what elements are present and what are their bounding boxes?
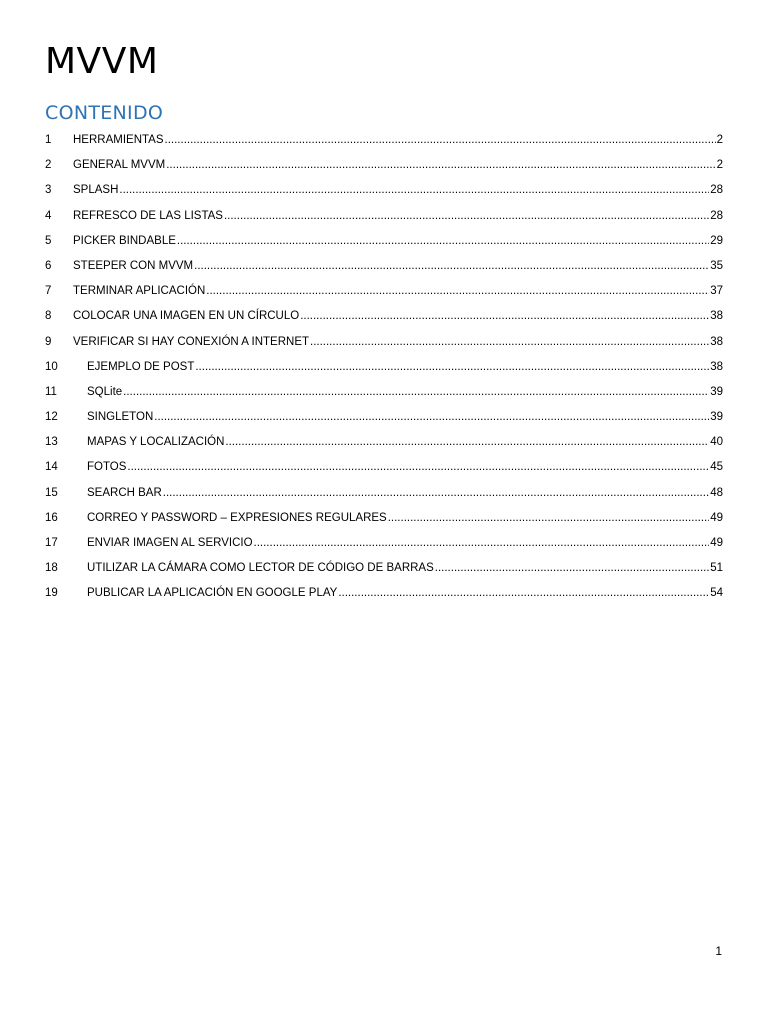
toc-dot-leader	[206, 280, 709, 302]
toc-entry-17[interactable]	[45, 532, 723, 557]
toc-entry-label: SQLite	[87, 385, 123, 398]
toc-entry-number: 7	[45, 285, 52, 298]
toc-entry-page: 48	[710, 486, 723, 499]
toc-entry-16[interactable]	[45, 507, 723, 532]
toc-entry-number: 17	[45, 537, 58, 549]
toc-entry-2[interactable]	[45, 154, 723, 179]
toc-entry-label: SPLASH	[73, 184, 119, 197]
toc-entry-page: 29	[710, 234, 723, 247]
toc-entry-page: 54	[710, 587, 723, 600]
toc-dot-leader	[224, 205, 709, 227]
toc-heading: CONTENIDO	[45, 102, 164, 124]
toc-entry-10[interactable]	[45, 356, 723, 381]
toc-entry-number: 2	[45, 159, 52, 172]
toc-entry-6[interactable]	[45, 255, 723, 280]
toc-entry-label: STEEPER CON MVVM	[73, 259, 194, 272]
toc-entry-8[interactable]	[45, 305, 723, 330]
toc-dot-leader	[195, 356, 709, 378]
toc-entry-7[interactable]	[45, 280, 723, 305]
toc-entry-number: 18	[45, 562, 58, 575]
toc-entry-page: 38	[710, 310, 723, 323]
toc-entry-page: 28	[710, 209, 723, 222]
toc-dot-leader	[166, 154, 715, 176]
toc-entry-label: REFRESCO DE LAS LISTAS	[73, 209, 223, 222]
toc-dot-leader	[300, 305, 709, 327]
toc-entry-number: 5	[45, 234, 52, 247]
toc-entry-page: 2	[716, 134, 723, 146]
toc-entry-label: VERIFICAR SI HAY CONEXIÓN A INTERNET	[73, 335, 310, 348]
toc-entry-page: 37	[710, 285, 723, 298]
toc-dot-leader	[435, 557, 709, 579]
toc-entry-9[interactable]	[45, 331, 723, 356]
toc-entry-3[interactable]	[45, 179, 723, 204]
toc-entry-label: FOTOS	[87, 461, 127, 474]
page-number: 1	[715, 944, 722, 958]
document-title: MVVM	[45, 41, 159, 82]
toc-entry-number: 10	[45, 360, 58, 373]
toc-dot-leader	[177, 230, 709, 252]
toc-dot-leader	[119, 179, 709, 201]
toc-entry-label: SINGLETON	[87, 411, 154, 424]
toc-entry-number: 15	[45, 486, 58, 499]
toc-entry-4[interactable]	[45, 205, 723, 230]
toc-entry-label: MAPAS Y LOCALIZACIÓN	[87, 436, 225, 449]
toc-entry-label: HERRAMIENTAS	[73, 134, 164, 146]
toc-entry-page: 39	[710, 385, 723, 398]
toc-dot-leader	[194, 255, 709, 277]
toc-entry-number: 4	[45, 209, 52, 222]
toc-entry-page: 28	[710, 184, 723, 197]
toc-dot-leader	[154, 406, 709, 428]
toc-entry-page: 35	[710, 259, 723, 272]
toc-entry-18[interactable]	[45, 557, 723, 582]
toc-dot-leader	[254, 532, 710, 554]
toc-entry-label: COLOCAR UNA IMAGEN EN UN CÍRCULO	[73, 310, 300, 323]
toc-dot-leader	[165, 129, 716, 151]
toc-entry-number: 16	[45, 511, 58, 524]
toc-entry-number: 9	[45, 335, 52, 348]
toc-entry-label: PICKER BINDABLE	[73, 234, 176, 247]
toc-dot-leader	[225, 431, 709, 453]
toc-entry-number: 3	[45, 184, 52, 197]
toc-entry-label: GENERAL MVVM	[73, 159, 166, 172]
toc-entry-page: 2	[716, 159, 723, 172]
toc-dot-leader	[127, 456, 709, 478]
toc-entry-number: 12	[45, 411, 58, 424]
toc-dot-leader	[388, 507, 709, 529]
toc-entry-page: 45	[710, 461, 723, 474]
toc-entry-label: SEARCH BAR	[87, 486, 162, 499]
toc-entry-number: 1	[45, 134, 52, 146]
table-of-contents	[45, 129, 723, 608]
toc-entry-number: 14	[45, 461, 58, 474]
toc-entry-page: 38	[710, 335, 723, 348]
toc-entry-5[interactable]	[45, 230, 723, 255]
toc-entry-12[interactable]	[45, 406, 723, 431]
toc-entry-number: 19	[45, 587, 58, 600]
toc-dot-leader	[163, 482, 709, 504]
toc-dot-leader	[310, 331, 709, 353]
toc-entry-11[interactable]	[45, 381, 723, 406]
toc-entry-label: TERMINAR APLICACIÓN	[73, 285, 206, 298]
toc-entry-page: 39	[710, 411, 723, 424]
toc-entry-page: 51	[710, 562, 723, 575]
toc-dot-leader	[123, 381, 709, 403]
toc-entry-number: 13	[45, 436, 58, 449]
toc-entry-15[interactable]	[45, 482, 723, 507]
toc-entry-label: ENVIAR IMAGEN AL SERVICIO	[87, 537, 253, 549]
toc-entry-number: 6	[45, 259, 52, 272]
toc-entry-number: 11	[45, 385, 57, 398]
toc-entry-label: PUBLICAR LA APLICACIÓN EN GOOGLE PLAY	[87, 587, 338, 600]
toc-entry-page: 49	[710, 537, 723, 549]
toc-entry-14[interactable]	[45, 456, 723, 481]
toc-entry-number: 8	[45, 310, 52, 323]
toc-entry-19[interactable]	[45, 582, 723, 607]
toc-entry-page: 49	[710, 511, 723, 524]
toc-entry-label: EJEMPLO DE POST	[87, 360, 195, 373]
toc-entry-1[interactable]	[45, 129, 723, 154]
toc-dot-leader	[338, 582, 709, 604]
toc-entry-13[interactable]	[45, 431, 723, 456]
toc-entry-label: CORREO Y PASSWORD – EXPRESIONES REGULARES	[87, 511, 387, 524]
toc-entry-label: UTILIZAR LA CÁMARA COMO LECTOR DE CÓDIGO DE BARRAS	[87, 562, 434, 575]
toc-entry-page: 40	[710, 436, 723, 449]
toc-entry-page: 38	[710, 360, 723, 373]
